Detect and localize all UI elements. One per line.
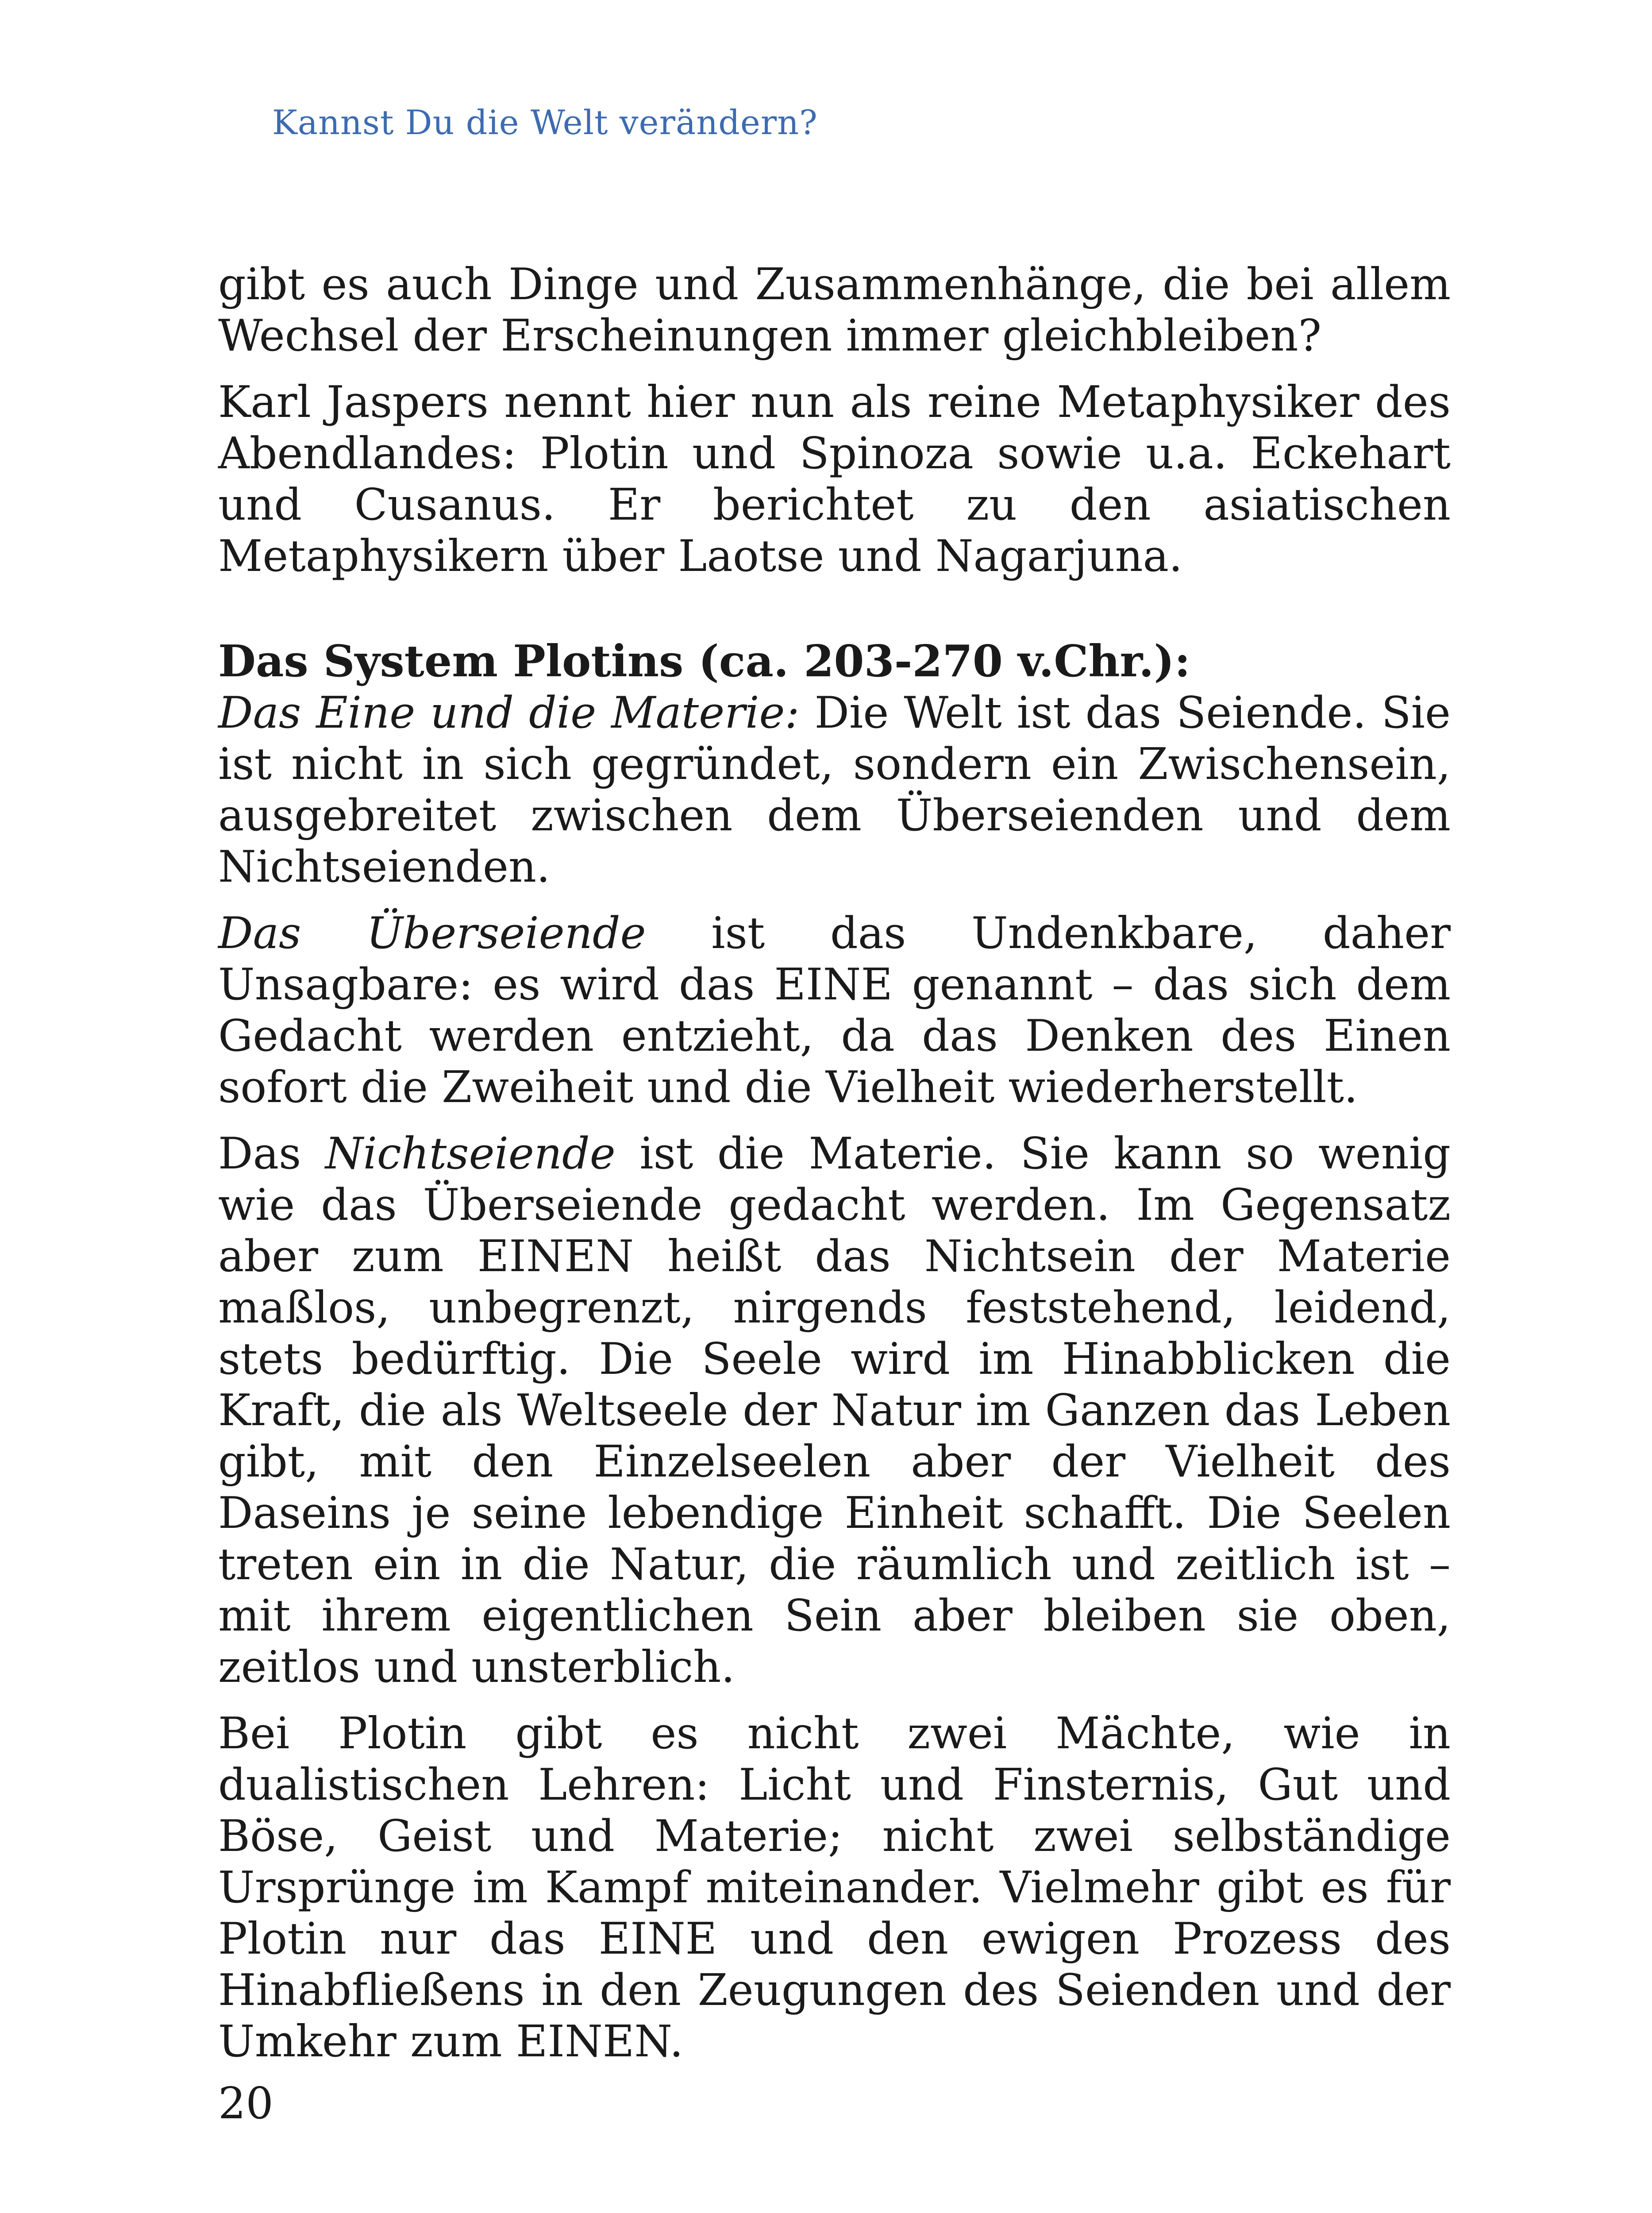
italic-term: Nichtseiende bbox=[325, 1129, 616, 1179]
paragraph-ueberseiende bbox=[218, 908, 1451, 1113]
page-number: 20 bbox=[218, 2078, 273, 2129]
paragraph-eine-materie bbox=[218, 687, 1451, 893]
paragraph-continuation: gibt es auch Dinge und Zusammenhänge, die bei allem Wechsel der Erscheinungen immer gleichbleiben? bbox=[218, 259, 1451, 361]
section-heading: Das System Plotins (ca. 203-270 v.Chr.): bbox=[218, 636, 1190, 687]
paragraph-text: ist die Materie. Sie kann so wenig wie das Überseiende gedacht werden. Im Gegensatz aber zum EINEN heißt das Nichtsein der Materie maßlos, unbegrenzt, nirgends feststehend, leidend, stets bedürftig. Die Seele wird im Hinabblicken die Kraft, die als Weltseele der Natur im Ganzen das Leben gibt, mit den Einzelseelen aber der Vielheit des Daseins je seine lebendige Einheit schafft. Die Seelen treten ein in die Natur, die räumlich und zeitlich ist – mit ihrem eigentlichen Sein aber bleiben sie oben, zeitlos und unsterblich. bbox=[218, 1129, 1451, 1693]
page-body bbox=[218, 259, 1451, 2082]
paragraph-nichtseiende bbox=[218, 1128, 1451, 1693]
paragraph-text: ist das Undenkbare, daher Unsagbare: es wird das EINE genannt – das sich dem Gedacht werden entzieht, da das Denken des Einen sofort die Zweiheit und die Vielheit wiederherstellt. bbox=[218, 908, 1451, 1113]
paragraph-plotin-dualism: Bei Plotin gibt es nicht zwei Mächte, wie in dualistischen Lehren: Licht und Finsternis, Gut und Böse, Geist und Materie; nicht zwei selbständige Ursprünge im Kampf miteinander. Vielmehr gibt es für Plotin nur das EINE und den ewigen Prozess des Hinabfließens in den Zeugungen des Seienden und der Umkehr zum EINEN. bbox=[218, 1708, 1451, 2067]
paragraph-jaspers: Karl Jaspers nennt hier nun als reine Metaphysiker des Abendlandes: Plotin und Spinoza sowie u.a. Eckehart und Cusanus. Er berichtet zu den asiatischen Metaphysikern über Laotse und Nagarjuna. bbox=[218, 377, 1451, 582]
section-spacer bbox=[218, 597, 1451, 636]
running-header: Kannst Du die Welt verändern? bbox=[272, 103, 818, 142]
paragraph-text: Die Welt ist das Seiende. Sie ist nicht in sich gegründet, sondern ein Zwischensein, ausgebreitet zwischen dem Überseienden und dem Nichtseienden. bbox=[218, 688, 1451, 892]
paragraph-text: Das bbox=[218, 1129, 325, 1179]
italic-term: Das Eine und die Materie: bbox=[218, 688, 800, 738]
italic-term: Das Überseiende bbox=[218, 908, 646, 959]
